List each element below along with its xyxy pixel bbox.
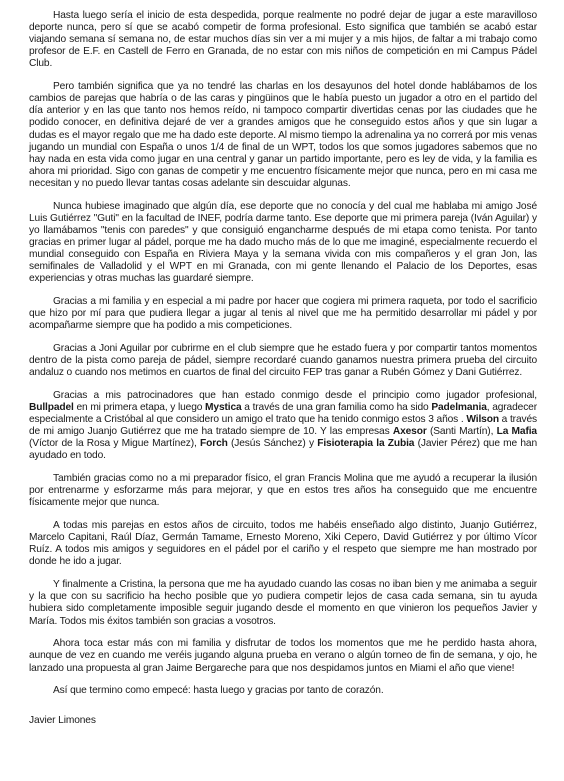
letter-paragraph <box>29 685 537 697</box>
bold-text-run: Bullpadel <box>29 402 74 414</box>
bold-text-run: Axesor <box>392 426 427 438</box>
letter-paragraph <box>29 390 537 463</box>
letter-paragraph <box>29 579 537 627</box>
bold-text-run: Wilson <box>466 414 499 426</box>
bold-text-run: Mystica <box>205 402 242 414</box>
bold-text-run: Padelmania <box>431 402 487 414</box>
text-run: Así que termino como empecé: hasta luego y gracias por tanto de corazón. <box>53 685 384 697</box>
text-run: Gracias a mis patrocinadores que han estado conmigo desde el principio como jugador profesional, <box>53 389 537 401</box>
text-run: Y finalmente a Cristina, la persona que me ha ayudado cuando las cosas no iban bien y me animaba a seguir y la que con su sacrificio ha hecho posible que yo pudiera competir lejos de casa cada semana, sin tu ayuda hubiera sido completamente imposible seguir jugando desde el momento en que vinieron los pequeños Javier y María. Todos mis éxitos también son gracias a vosotros. <box>29 579 537 627</box>
text-run: También gracias como no a mi preparador físico, el gran Francis Molina que me ayudó a recuperar la ilusión por entrenarme y esforzarme más para mejorar, y que en estos tres años ha conseguido que me encuentre físicamente mejor que nunca. <box>29 473 537 509</box>
text-run: Pero también significa que ya no tendré las charlas en los desayunos del hotel donde hablábamos de los cambios de parejas que habría o de las caras y pingüinos que le había puesto un jugador a otro en el partido del día anterior y en las que tanto nos hemos reído, ni tampoco compartir divertidas cenas por las ciudades que he podido conocer, en definitiva dejaré de ver a grandes amigos que he conseguido estos años y que sin lugar a dudas es el mayor regalo que me ha dado este deporte. Al mismo tiempo la adrenalina ya no correrá por mis venas jugando un mundial con España o unos 1/4 de final de un WPT, todos los que somos jugadores sabemos que no hay nada en esta vida como jugar en una central y ganar un partido importante, pero es ley de vida, y la familia es ahora mi prioridad. Sigo con ganas de competir y me encuentro físicamente mejor que nunca, pero en mi casa me necesitan y no puedo llevar tantas cosas adelante sin descuidar algunas. <box>29 81 537 189</box>
bold-text-run: Forch <box>200 438 228 450</box>
text-run: (Jesús Sánchez) y <box>227 438 318 450</box>
text-run: (Santi Martín), <box>426 426 497 438</box>
text-run: Nunca hubiese imaginado que algún día, ese deporte que no conocía y del cual me hablaba mi amigo José Luis Gutiérrez "Guti" en la facultad de INEF, podría darme tanto. Ese deporte que mi primera pareja (Iván Aguilar) y yo llamábamos "tenis con paredes" y que consiguió engancharme después de mi etapa como tenista. Por tanto gracias en primer lugar al pádel, porque me ha dado mucho más de lo que me imaginé, especialmente recuerdo el mundial conseguido con España en Riviera Maya y la semana vivida con mis compañeros y el gran Jon, las semifinales de Valladolid y el WPT en mi Granada, con mi gente llenando el Palacio de los Deportes, esas experiencias y otras muchas las guardaré siempre. <box>29 200 537 285</box>
text-run: Gracias a Joni Aguilar por cubrirme en el club siempre que he estado fuera y por compartir tantos momentos dentro de la pista como pareja de pádel, siempre recordaré cuando ganamos nuestra primera prueba del circuito andaluz o cuando nos metimos en cuartos de final del circuito FEP tras ganar a Rubén Gómez y Dani Gutiérrez. <box>29 343 537 379</box>
letter-paragraph <box>29 201 537 286</box>
letter-paragraph <box>29 81 537 190</box>
letter-paragraph <box>29 473 537 509</box>
signature: Javier Limones <box>29 715 96 727</box>
letter-paragraph <box>29 10 537 70</box>
text-run: A todas mis parejas en estos años de circuito, todos me habéis enseñado algo distinto, Juanjo Gutiérrez, Marcelo Capitani, Raúl Díaz, Germán Tamame, Ernesto Moreno, Xiki Cepero, David Gutiérrez y por último Vícor Ruíz. A todos mis amigos y seguidores en el pádel por el cariño y el respeto que siempre me han mostrado por donde he ido a jugar. <box>29 520 537 568</box>
letter-paragraph <box>29 520 537 568</box>
text-run: a través de mi amigo Juanjo Gutiérrez que me ha tratado siempre de 10. Y las empresas <box>29 414 537 438</box>
text-run: en mi primera etapa, y luego <box>73 402 206 414</box>
text-run: , agradecer especialmente a Cristóbal al que considero un amigo el trato que ha tenido conmigo estos 3 años . <box>29 402 537 426</box>
letter-body <box>29 10 537 697</box>
letter-paragraph <box>29 343 537 379</box>
text-run: (Javier Pérez) que me han ayudado en todo. <box>29 438 537 462</box>
bold-text-run: Fisioterapia la Zubia <box>317 438 415 450</box>
text-run: (Víctor de la Rosa y Migue Martínez), <box>29 438 201 450</box>
text-run: Ahora toca estar más con mi familia y disfrutar de todos los momentos que me he perdido hasta ahora, aunque de vez en cuando me veréis jugando alguna prueba en verano o algún torneo de fin de semana, y ojo, he lanzado una propuesta al gran Jaime Bergareche para que nos despidamos juntos en Miami el año que viene! <box>29 638 537 674</box>
letter-paragraph <box>29 296 537 332</box>
text-run: Gracias a mi familia y en especial a mi padre por hacer que cogiera mi primera raqueta, por todo el sacrificio que hizo por mí para que pudiera llegar a jugar al tenis al nivel que me ha permitido desarrollar mi pádel y por acompañarme siempre que ha podido a mis competiciones. <box>29 296 537 332</box>
text-run: Hasta luego sería el inicio de esta despedida, porque realmente no podré dejar de jugar a este maravilloso deporte nunca, pero sí que se acabó competir de forma profesional. Esto significa que también se acabó estar viajando semana sí semana no, de estar muchos días sin ver a mi mujer y a mis hijos, de faltar a mi trabajo como profesor de E.F. en Castell de Ferro en Granada, de no estar con mis niños de competición en mi Campus Pádel Club. <box>29 10 537 70</box>
text-run: a través de una gran familia como ha sido <box>241 402 432 414</box>
bold-text-run: La Mafia <box>496 426 537 438</box>
letter-paragraph <box>29 638 537 674</box>
